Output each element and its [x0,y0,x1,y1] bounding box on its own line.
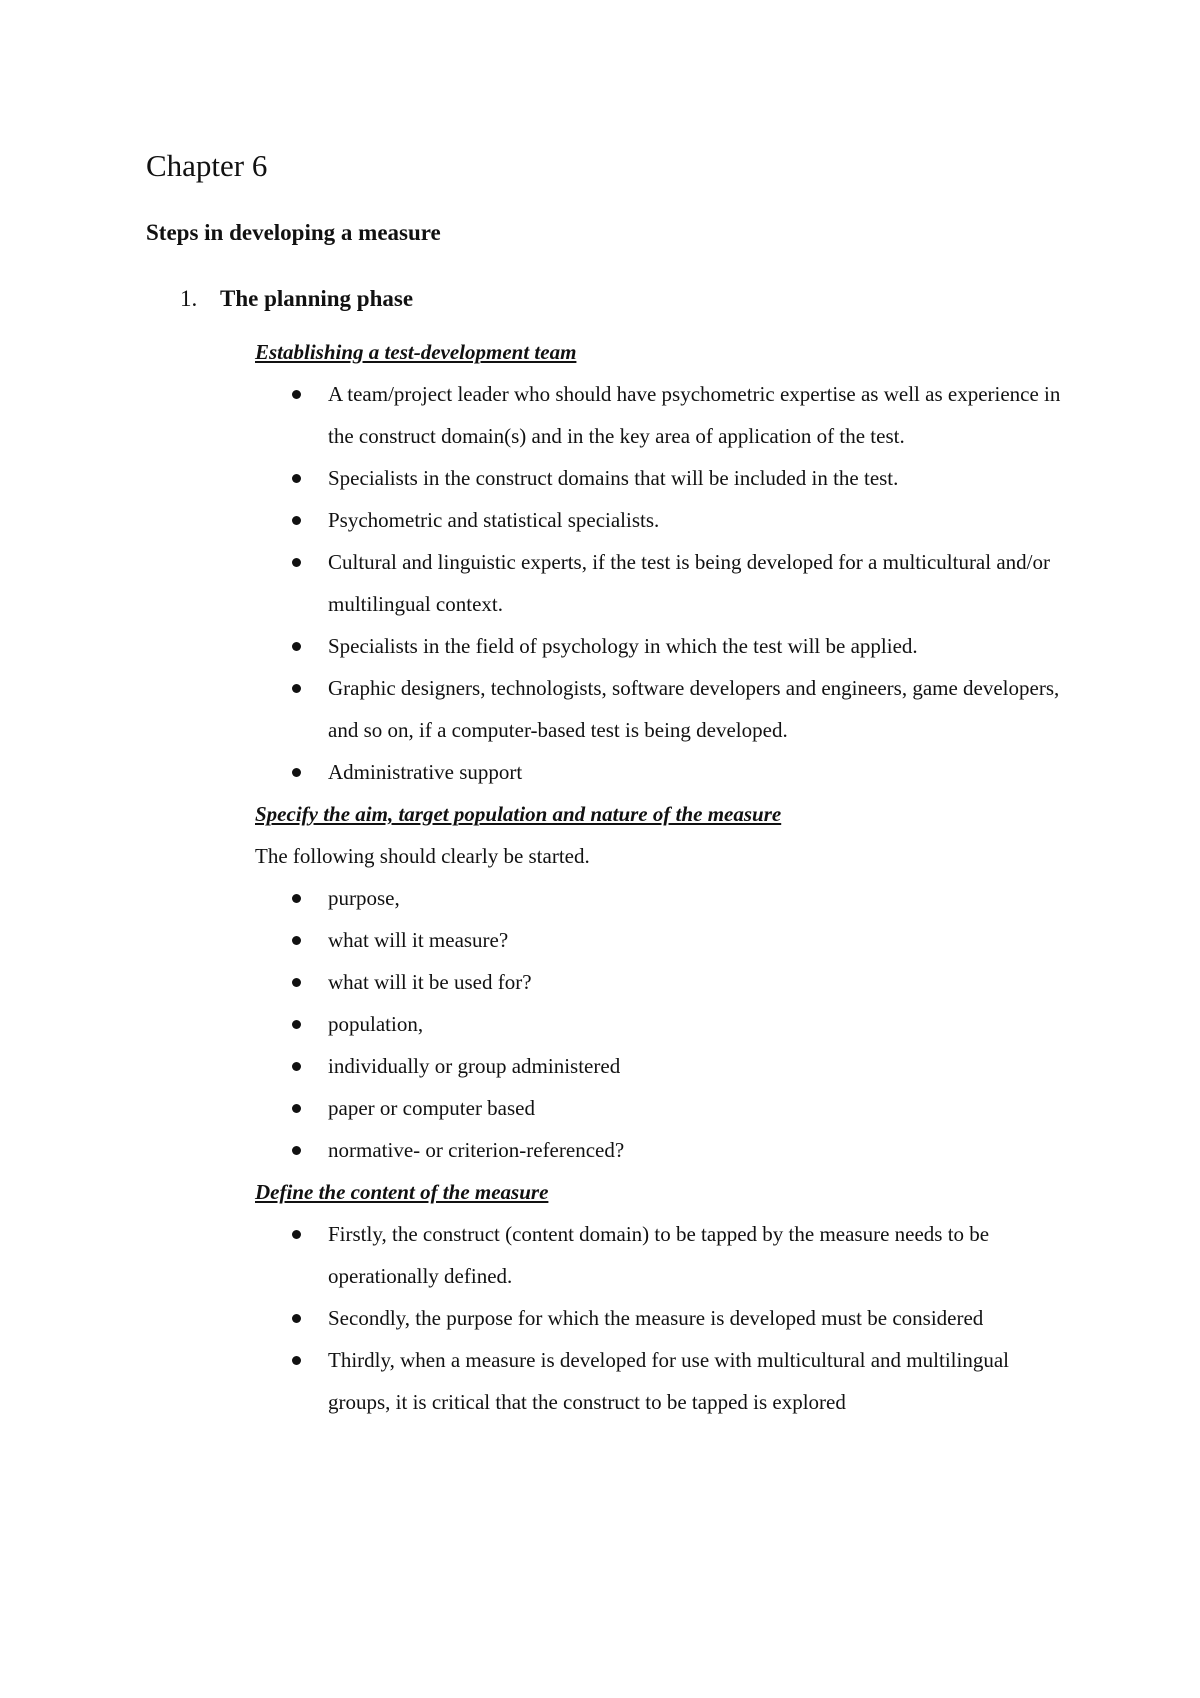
list-item-text: Graphic designers, technologists, software developers and engineers, game developers, and so on, if a computer-based test is being developed. [328,676,1060,742]
bullet-list [255,1213,1075,1423]
list-item-text: purpose, [328,886,400,910]
list-item-text: Secondly, the purpose for which the measure is developed must be considered [328,1306,984,1330]
list-item [255,1129,1075,1171]
list-item-text: Specialists in the construct domains that will be included in the test. [328,466,899,490]
bullet-icon [292,894,301,903]
phase-heading [180,284,413,314]
bullet-icon [292,642,301,651]
list-item [255,625,1075,667]
list-item [255,1045,1075,1087]
bullet-list [255,877,1075,1171]
bullet-icon [292,936,301,945]
list-item [255,1003,1075,1045]
bullet-icon [292,558,301,567]
list-item [255,877,1075,919]
subsection-heading: Specify the aim, target population and nature of the measure [255,802,782,826]
list-item [255,1213,1075,1297]
bullet-icon [292,390,301,399]
list-item-text: what will it measure? [328,928,509,952]
bullet-icon [292,768,301,777]
bullet-icon [292,1020,301,1029]
list-item-text: population, [328,1012,424,1036]
subsection-intro: The following should clearly be started. [255,844,590,868]
subsection-aim [255,793,1075,1171]
subsection-heading: Establishing a test-development team [255,340,577,364]
list-item [255,667,1075,751]
bullet-icon [292,1062,301,1071]
list-item [255,751,1075,793]
subsection-heading: Define the content of the measure [255,1180,549,1204]
list-item-text: paper or computer based [328,1096,535,1120]
list-item-text: normative- or criterion-referenced? [328,1138,625,1162]
list-item [255,499,1075,541]
bullet-icon [292,684,301,693]
list-item-text: A team/project leader who should have psychometric expertise as well as experience in the construct domain(s) and in the key area of application of the test. [328,382,1061,448]
phase-number: 1. [180,286,198,311]
phase-content [255,331,1075,1423]
list-item [255,541,1075,625]
chapter-title: Chapter 6 [146,148,268,183]
bullet-icon [292,474,301,483]
bullet-icon [292,1356,301,1365]
list-item-text: Thirdly, when a measure is developed for use with multicultural and multilingual groups, it is critical that the construct to be tapped is explored [328,1348,1009,1414]
subsection-team [255,331,1075,793]
list-item-text: Cultural and linguistic experts, if the test is being developed for a multicultural and/or multilingual context. [328,550,1050,616]
list-item-text: Administrative support [328,760,523,784]
list-item [255,1339,1075,1423]
bullet-list [255,373,1075,793]
list-item [255,1087,1075,1129]
bullet-icon [292,1230,301,1239]
phase-title: The planning phase [220,286,414,311]
bullet-icon [292,1146,301,1155]
bullet-icon [292,978,301,987]
list-item-text: Psychometric and statistical specialists. [328,508,660,532]
list-item-text: individually or group administered [328,1054,621,1078]
list-item [255,961,1075,1003]
bullet-icon [292,1104,301,1113]
list-item [255,919,1075,961]
bullet-icon [292,1314,301,1323]
list-item-text: Firstly, the construct (content domain) to be tapped by the measure needs to be operationally defined. [328,1222,990,1288]
list-item [255,373,1075,457]
list-item [255,1297,1075,1339]
list-item-text: Specialists in the field of psychology in which the test will be applied. [328,634,918,658]
bullet-icon [292,516,301,525]
subsection-content [255,1171,1075,1423]
section-title: Steps in developing a measure [146,220,441,245]
list-item-text: what will it be used for? [328,970,532,994]
list-item [255,457,1075,499]
